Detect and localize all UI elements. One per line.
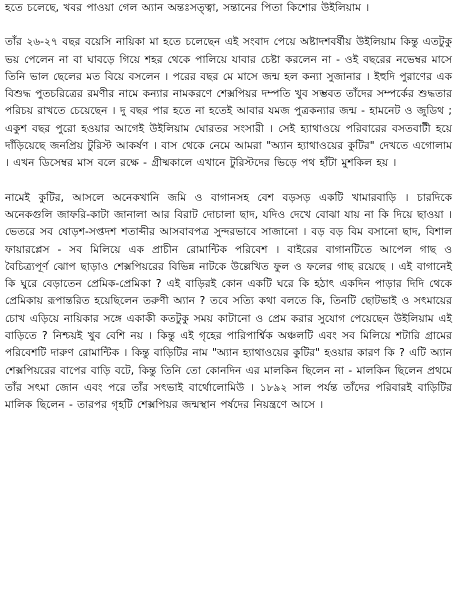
paragraph-cottage: নামেই কুটির, আসলে অনেকখানি জমি ও বাগানসহ বেশ বড়সড় একটি খামারবাড়ি । চারদিকে অনেকগুলি জাফরি-কাটা জানালা আর বিরাট দোচালা ছাদ, যদিও দেখে বোঝা যায় না কি দিয়ে ছাওয়া । ভেতরে সব ষোড়শ-সপ্তদশ শতাব্দীর আসবাবপত্র সুন্দরভাবে সাজানো । বড় বড় বিম বসানো ছাদ, বিশাল ফায়ারপ্লেস - সব মিলিয়ে এক প্রাচীন রোমান্টিক পরিবেশ । বাইরের বাগানটিতে আপেল গাছ ও বৈচিত্র্যপূর্ণ ঝোপ ছাড়াও শেক্সপিয়রের বিভিন্ন নাটকে উল্লেখিত ফুল ও ফলের গাছ রয়েছে । এই বাগানেই কি ঘুরে বেড়াতেন প্রেমিক-প্রেমিকা ? এই বাড়িরই কোন একটি ঘরে কি হঠাৎ একদিন পাড়ার দিদি থেকে প্রেমিকায় রূপান্তরিত হয়েছিলেন তরুণী অ্যান ? তবে সত্যি কথা বলতে কি, তিনটি ছোটভাই ও সৎমায়ের চোখ এড়িয়ে নায়িকার সঙ্গে একাকী কতটুকু সময় কাটানো ও প্রেম করার সুযোগ পেয়েছেন উইলিয়াম এই বাড়িতে ? নিশ্চয়ই খুব বেশি নয় । কিন্তু এই গৃহের পারিপার্শ্বিক অঞ্চলটি এবং সব মিলিয়ে শটারি গ্রামের পরিবেশটি দারুণ রোমান্টিক । কিন্তু বাড়িটির নাম "অ্যান হ্যাথাওয়ের কুটির" হওয়ার কারণ কি ? এটি অ্যান শেক্সপিয়রের বাপের বাড়ি বটে, কিন্তু তিনি তো কোনদিন এর মালকিন ছিলেন না - মালকিন ছিলেন প্রথমে তাঁর সৎমা জোন এবং পরে তাঁর সৎভাই বার্থোলোমিউ । ১৮৯২ সাল পর্যন্ত তাঁদের পরিবারই বাড়িটির মালিক ছিলেন - তারপর গৃহটি শেক্সপিয়র জন্মস্থান পর্ষদের নিয়ন্ত্রণে আসে । <box>5 191 452 412</box>
paragraph-marriage: তাঁর ২৬-২৭ বছর বয়েসি নায়িকা মা হতে চলেছেন এই সংবাদ পেয়ে অষ্টাদশবর্ষীয় উইলিয়াম কিন্তু এতটুকু ভয় পেলেন না বা ঘাবড়ে গিয়ে শহর থেকে পালিয়ে যাবার চেষ্টা করলেন না - ওই বছরের নভেম্বর মাসে তিনি ভাল ছেলের মত বিয়ে বসলেন । পরের বছর মে মাসে জন্ম হল কন্যা সুজানার । ইহুদি পুরাণের এক বিশুদ্ধ পুতচরিত্রের রমণীর নামে কন্যার নামকরণে শেক্সপিয়র দম্পতি খুব সম্ভবত তাঁদের সম্পর্কের শুদ্ধতার পরিচয় রাখতে চেয়েছেন । দু বছর পার হতে না হতেই আবার যমজ পুত্রকন্যার জন্ম - হামনেট ও জুডিথ ; একুশ বছর পুরো হওয়ার আগেই উইলিয়াম ঘোরতর সংসারী । সেই হ্যাথাওয়ে পরিবারের বসতবাটী হয়ে দাঁড়িয়েছে জনপ্রিয় টুরিস্ট আকর্ষণ । বাস থেকে নেমে আমরা "অ্যান হ্যাথাওয়ের কুটির" দেখতে এগোলাম । এখন ডিসেম্বর মাস বলে রক্ষে - গ্রীষ্মকালে এখানে টুরিস্টদের ভিড়ে পথ হাঁটা মুশকিল হয় । <box>5 36 453 170</box>
paragraph-gap <box>5 17 452 34</box>
paragraph-gap <box>5 173 452 190</box>
paragraph-opening: হতে চলেছে, খবর পাওয়া গেল অ্যান অন্তঃসত্ত্বা, সন্তানের পিতা কিশোর উইলিয়াম । <box>5 2 370 14</box>
